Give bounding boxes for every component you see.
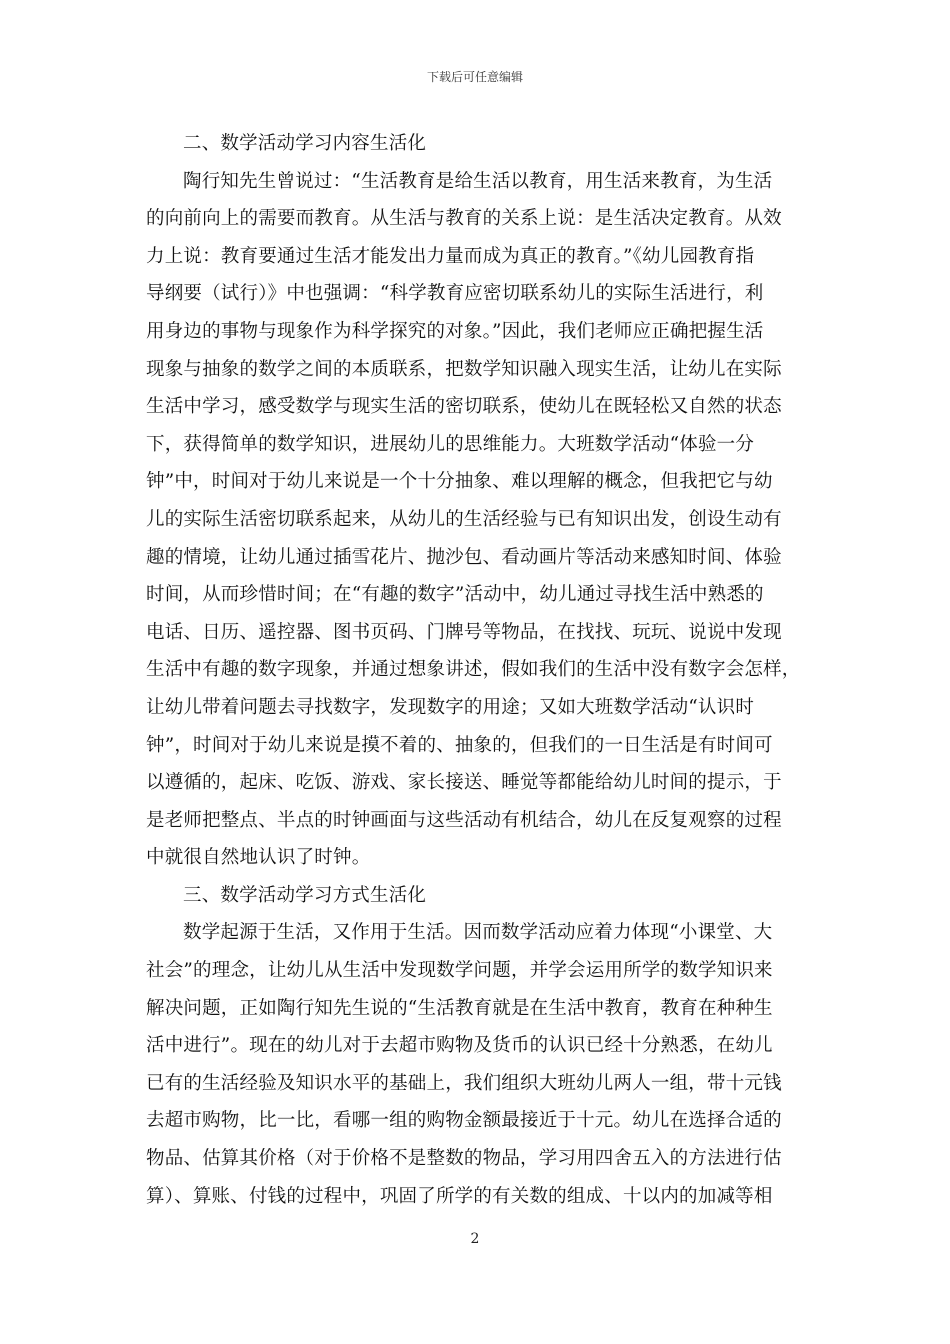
paragraph-line: 物品、估算其价格（对于价格不是整数的物品，学习用四舍五入的方法进行估: [146, 1148, 782, 1170]
section-3: [146, 877, 814, 1215]
paragraph-line: 钟”中，时间对于幼儿来说是一个十分抽象、难以理解的概念，但我把它与幼: [146, 471, 773, 493]
paragraph-line: 钟”，时间对于幼儿来说是摸不着的、抽象的，但我们的一日生活是有时间可: [146, 734, 773, 756]
paragraph-line: 中就很自然地认识了时钟。: [146, 847, 371, 869]
paragraph-line: 活中进行”。现在的幼儿对于去超市购物及货币的认识已经十分熟悉，在幼儿: [146, 1035, 773, 1057]
section-heading: 二、数学活动学习内容生活化: [183, 133, 427, 154]
document-body: [146, 125, 814, 1215]
paragraph-line: 陶行知先生曾说过：“生活教育是给生活以教育，用生活来教育，为生活: [183, 170, 773, 192]
paragraph-line: 下，获得简单的数学知识，进展幼儿的思维能力。大班数学活动“体验一分: [146, 433, 755, 455]
page-number: 2: [470, 1231, 480, 1247]
paragraph-line: 社会”的理念，让幼儿从生活中发现数学问题，并学会运用所学的数学知识来: [146, 960, 773, 982]
paragraph-line: 解决问题，正如陶行知先生说的“生活教育就是在生活中教育，教育在种种生: [146, 997, 773, 1019]
paragraph-line: 数学起源于生活，又作用于生活。因而数学活动应着力体现“小课堂、大: [183, 922, 773, 944]
paragraph-line: 现象与抽象的数学之间的本质联系，把数学知识融入现实生活，让幼儿在实际: [146, 358, 782, 380]
paragraph-line: 算）、算账、付钱的过程中，巩固了所学的有关数的组成、十以内的加减等相: [146, 1185, 773, 1207]
paragraph-line: 是老师把整点、半点的时钟画面与这些活动有机结合，幼儿在反复观察的过程: [146, 809, 782, 831]
paragraph-line: 用身边的事物与现象作为科学探究的对象。”因此，我们老师应正确把握生活: [146, 320, 764, 342]
paragraph-line: 趣的情境，让幼儿通过插雪花片、抛沙包、看动画片等活动来感知时间、体验: [146, 546, 782, 568]
paragraph-line: 时间，从而珍惜时间；在“有趣的数字”活动中，幼儿通过寻找生活中熟悉的: [146, 584, 764, 606]
paragraph-line: 的向前向上的需要而教育。从生活与教育的关系上说：是生活决定教育。从效: [146, 208, 782, 230]
paragraph-line: 儿的实际生活密切联系起来，从幼儿的生活经验与已有知识出发，创设生动有: [146, 508, 782, 530]
paragraph-line: 以遵循的，起床、吃饭、游戏、家长接送、睡觉等都能给幼儿时间的提示，于: [146, 772, 782, 794]
paragraph-line: 生活中学习，感受数学与现实生活的密切联系，使幼儿在既轻松又自然的状态: [146, 396, 782, 418]
paragraph-line: 电话、日历、遥控器、图书页码、门牌号等物品，在找找、玩玩、说说中发现: [146, 621, 782, 643]
paragraph-line: 已有的生活经验及知识水平的基础上，我们组织大班幼儿两人一组，带十元钱: [146, 1072, 782, 1094]
header-note: 下载后可任意编辑: [426, 70, 523, 84]
paragraph-line: 去超市购物，比一比，看哪一组的购物金额最接近于十元。幼儿在选择合适的: [146, 1110, 782, 1132]
section-2: [146, 125, 814, 877]
paragraph-line: 生活中有趣的数字现象，并通过想象讲述，假如我们的生活中没有数字会怎样，: [146, 659, 801, 681]
section-heading: 三、数学活动学习方式生活化: [183, 884, 427, 906]
paragraph-line: 力上说：教育要通过生活才能发出力量而成为真正的教育。”《幼儿园教育指: [146, 245, 755, 267]
paragraph-line: 导纲要（试行）》中也强调：“科学教育应密切联系幼儿的实际生活进行，利: [146, 283, 764, 305]
paragraph-line: 让幼儿带着问题去寻找数字，发现数字的用途；又如大班数学活动“认识时: [146, 696, 755, 718]
